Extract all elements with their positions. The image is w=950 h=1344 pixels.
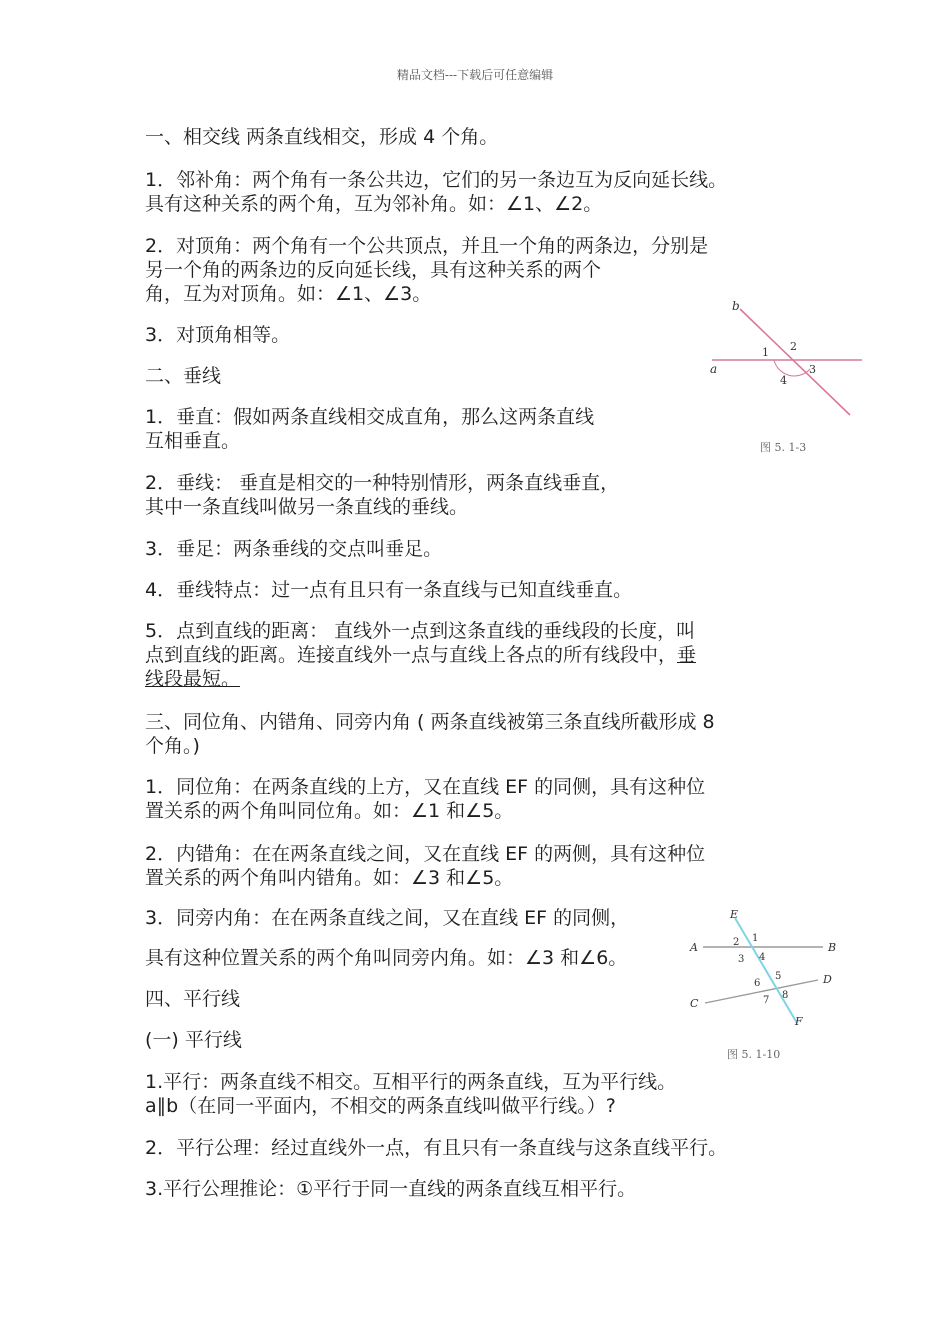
underlined-text: 垂 (677, 644, 697, 666)
figure-caption: 图 5. 1-3 (760, 441, 807, 454)
label-angle-4: 4 (780, 374, 787, 387)
paragraph-line: 1.平行：两条直线不相交。互相平行的两条直线，互为平行线。 (145, 1071, 677, 1093)
label-angle-2: 2 (733, 937, 740, 948)
paragraph-line: 2．平行公理：经过直线外一点，有且只有一条直线与这条直线平行。 (145, 1137, 728, 1159)
label-a-point: A (690, 941, 698, 954)
figure-intersecting-lines (700, 295, 870, 460)
paragraph-line: 2．对顶角：两个角有一个公共顶点，并且一个角的两条边，分别是 (145, 235, 709, 257)
label-angle-3: 3 (809, 363, 816, 376)
paragraph-line: 角，互为对顶角。如：∠1、∠3。 (145, 283, 432, 305)
section-heading-angles: 三、同位角、内错角、同旁内角 ( 两条直线被第三条直线所截形成 8 (145, 711, 715, 733)
figure-transversal (685, 905, 855, 1070)
paragraph-line: 具有这种位置关系的两个角叫同旁内角。如：∠3 和∠6。 (145, 947, 628, 969)
paragraph-line: 1．垂直：假如两条直线相交成直角，那么这两条直线 (145, 406, 595, 428)
paragraph-line (145, 667, 240, 691)
paragraph-line: 3．同旁内角：在在两条直线之间，又在直线 EF 的同侧， (145, 907, 630, 929)
label-a: a (710, 362, 718, 376)
section-heading-parallel: 四、平行线 (145, 988, 241, 1010)
label-angle-1: 1 (762, 346, 769, 359)
subsection-heading: (一) 平行线 (145, 1029, 242, 1051)
paragraph-line: 置关系的两个角叫内错角。如：∠3 和∠5。 (145, 867, 514, 889)
paragraph-line: 3．垂足：两条垂线的交点叫垂足。 (145, 538, 443, 560)
line-cd (705, 980, 818, 1003)
underlined-text: 线段最短。 (145, 668, 241, 690)
text-span: 点到直线的距离。连接直线外一点与直线上各点的所有线段中， (145, 644, 678, 666)
paragraph-line: 1．邻补角：两个角有一条公共边，它们的另一条边互为反向延长线。 (145, 169, 728, 191)
paragraph-line (145, 643, 696, 667)
paragraph-line: 互相垂直。 (145, 430, 241, 452)
paragraph-line: 具有这种关系的两个角，互为邻补角。如：∠1、∠2。 (145, 193, 603, 215)
label-b-point: B (828, 941, 837, 954)
line-ef (735, 918, 797, 1023)
paragraph-line: 2．内错角：在在两条直线之间，又在直线 EF 的两侧，具有这种位 (145, 843, 706, 865)
label-angle-5: 5 (775, 971, 782, 982)
paragraph-line: 置关系的两个角叫同位角。如：∠1 和∠5。 (145, 800, 514, 822)
section-heading-intersecting-lines: 一、相交线 两条直线相交，形成 4 个角。 (145, 126, 499, 148)
label-angle-3: 3 (738, 954, 745, 965)
paragraph-line: 5．点到直线的距离： 直线外一点到这条直线的垂线段的长度，叫 (145, 620, 696, 642)
paragraph-line: 其中一条直线叫做另一条直线的垂线。 (145, 496, 469, 518)
paragraph-line: 另一个角的两条边的反向延长线，具有这种关系的两个 (145, 259, 602, 281)
label-f-point: F (795, 1015, 803, 1028)
label-angle-4: 4 (759, 952, 766, 963)
label-angle-1: 1 (752, 933, 759, 944)
paragraph-line: 1．同位角：在两条直线的上方，又在直线 EF 的同侧，具有这种位 (145, 776, 706, 798)
label-e: E (730, 908, 739, 921)
label-c-point: C (690, 997, 699, 1010)
paragraph-line: 3.平行公理推论：①平行于同一直线的两条直线互相平行。 (145, 1178, 637, 1200)
label-b: b (732, 299, 740, 313)
paragraph-line: 个角。) (145, 735, 200, 757)
label-angle-7: 7 (763, 995, 770, 1006)
label-angle-2: 2 (790, 340, 797, 353)
label-angle-6: 6 (754, 978, 761, 989)
section-heading-perpendicular: 二、垂线 (145, 365, 222, 387)
paragraph-line: 4．垂线特点：过一点有且只有一条直线与已知直线垂直。 (145, 579, 633, 601)
page-header: 精品文档---下载后可任意编辑 (396, 68, 554, 82)
figure-caption: 图 5. 1-10 (727, 1048, 781, 1061)
label-d-point: D (823, 973, 832, 986)
paragraph-line: 3．对顶角相等。 (145, 324, 291, 346)
label-angle-8: 8 (782, 990, 789, 1001)
paragraph-line: a∥b（在同一平面内，不相交的两条直线叫做平行线。）? (145, 1095, 616, 1117)
paragraph-line: 2．垂线： 垂直是相交的一种特别情形，两条直线垂直， (145, 472, 620, 494)
line-b (740, 309, 850, 415)
